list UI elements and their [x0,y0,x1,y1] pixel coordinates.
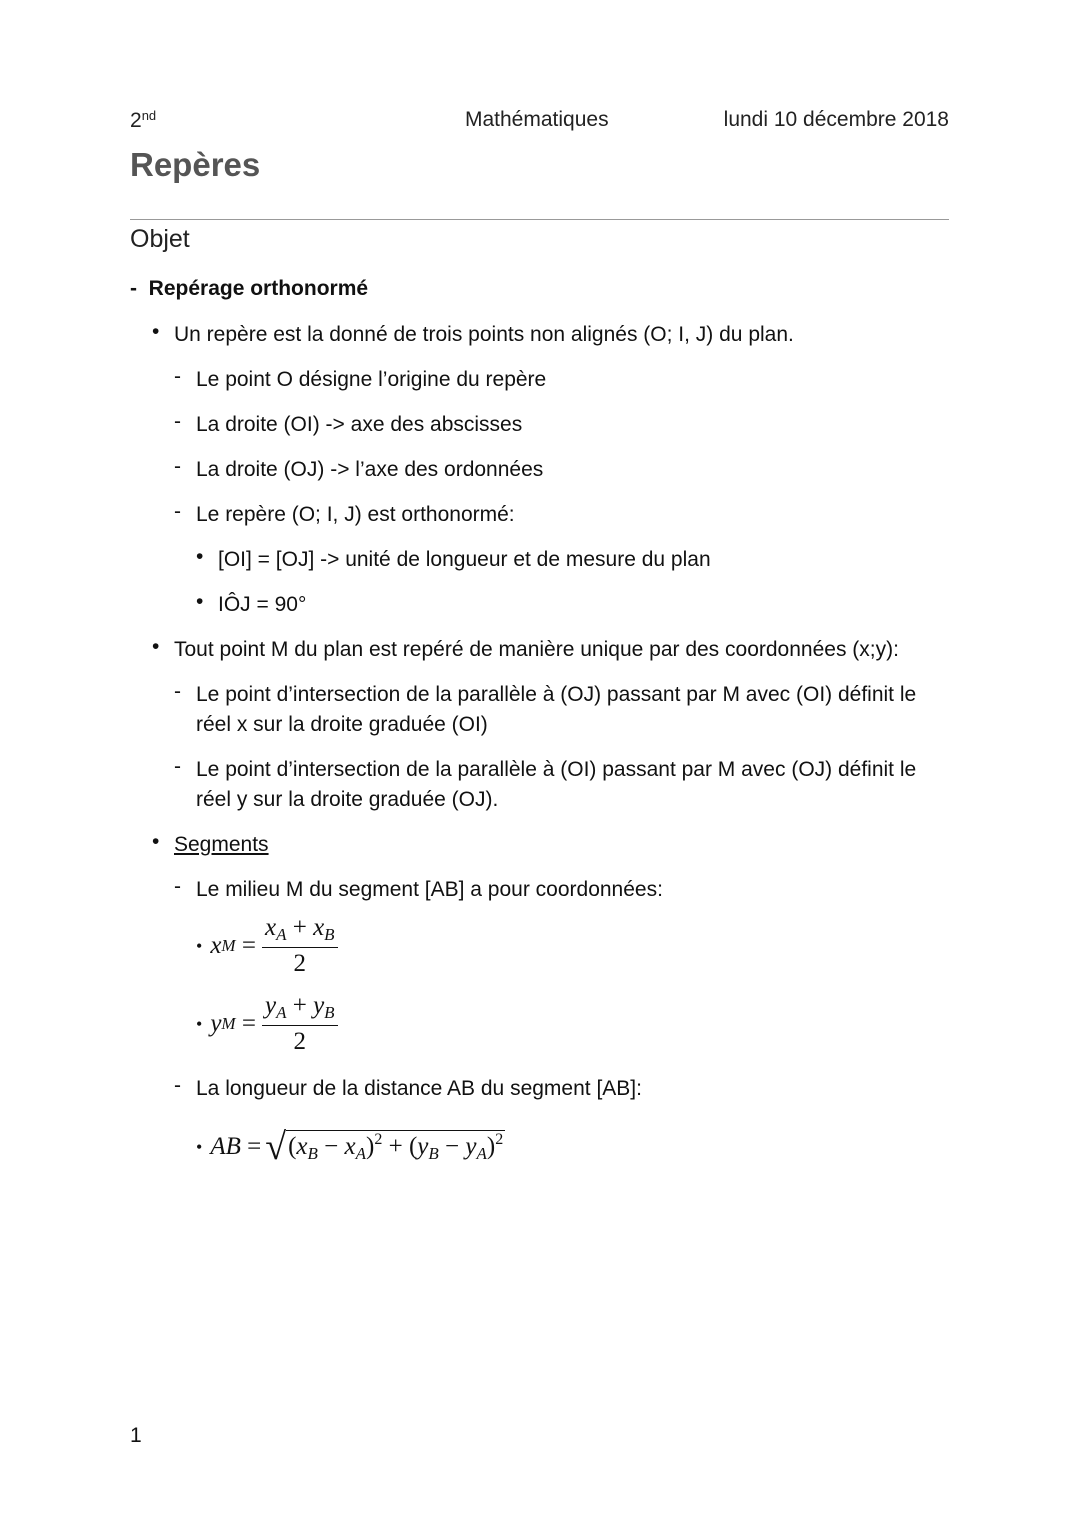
bullet-icon: • [196,590,204,613]
list-item: [OI] = [OJ] -> unité de longueur et de mesure du plan [218,548,711,571]
dash-marker: - [174,455,181,478]
bullet-icon: • [152,635,160,658]
subsection-heading: - Repérage orthonormé [130,277,369,300]
dash-marker: - [174,680,181,703]
list-item: Le repère (O; I, J) est orthonormé: [196,503,515,526]
page-number: 1 [130,1424,142,1447]
page-title: Repères [130,146,261,183]
dash-marker: - [174,410,181,433]
list-item: Le milieu M du segment [AB] a pour coordonnées: [196,878,663,901]
list-item: La droite (OI) -> axe des abscisses [196,413,523,436]
list-item: La droite (OJ) -> l’axe des ordonnées [196,458,544,481]
list-item: La longueur de la distance AB du segment [AB]: [196,1077,642,1100]
list-item: Le point O désigne l’origine du repère [196,368,547,391]
dash-marker: - [130,277,137,300]
dash-marker: - [174,1074,181,1097]
list-item-segments: Segments [174,833,269,856]
list-item: Un repère est la donné de trois points non alignés (O; I, J) du plan. [174,323,794,346]
dash-marker: - [174,875,181,898]
formula-ym: • y M = $\frac{y_A + y_B}{2}$ [196,992,338,1056]
formula-xm: • x M = $\frac{x_A + x_B}{2}$ [196,914,338,978]
bullet-icon: • [196,545,204,568]
dash-marker: - [174,500,181,523]
class-level: 2nd [130,108,157,132]
list-item: Le point d’intersection de la parallèle à (OI) passant par M avec (OJ) définit le [196,758,917,781]
bullet-icon: • [152,830,160,853]
subject: Mathématiques [465,108,609,131]
formula-distance: • AB = √ $(x_B - x_A)^2 + (y_B - y_A)^2$ [196,1126,504,1168]
section-heading: Objet [130,225,190,253]
date: lundi 10 décembre 2018 [723,108,949,131]
bullet-icon: • [152,320,160,343]
list-item-continuation: réel x sur la droite graduée (OI) [196,713,488,736]
list-item: Le point d’intersection de la parallèle à (OJ) passant par M avec (OI) définit le [196,683,917,706]
list-item-continuation: réel y sur la droite graduée (OJ). [196,788,499,811]
list-item: IÔJ = 90° [218,593,307,616]
list-item: Tout point M du plan est repéré de manière unique par des coordonnées (x;y): [174,638,899,661]
dash-marker: - [174,755,181,778]
dash-marker: - [174,365,181,388]
divider [130,219,949,220]
